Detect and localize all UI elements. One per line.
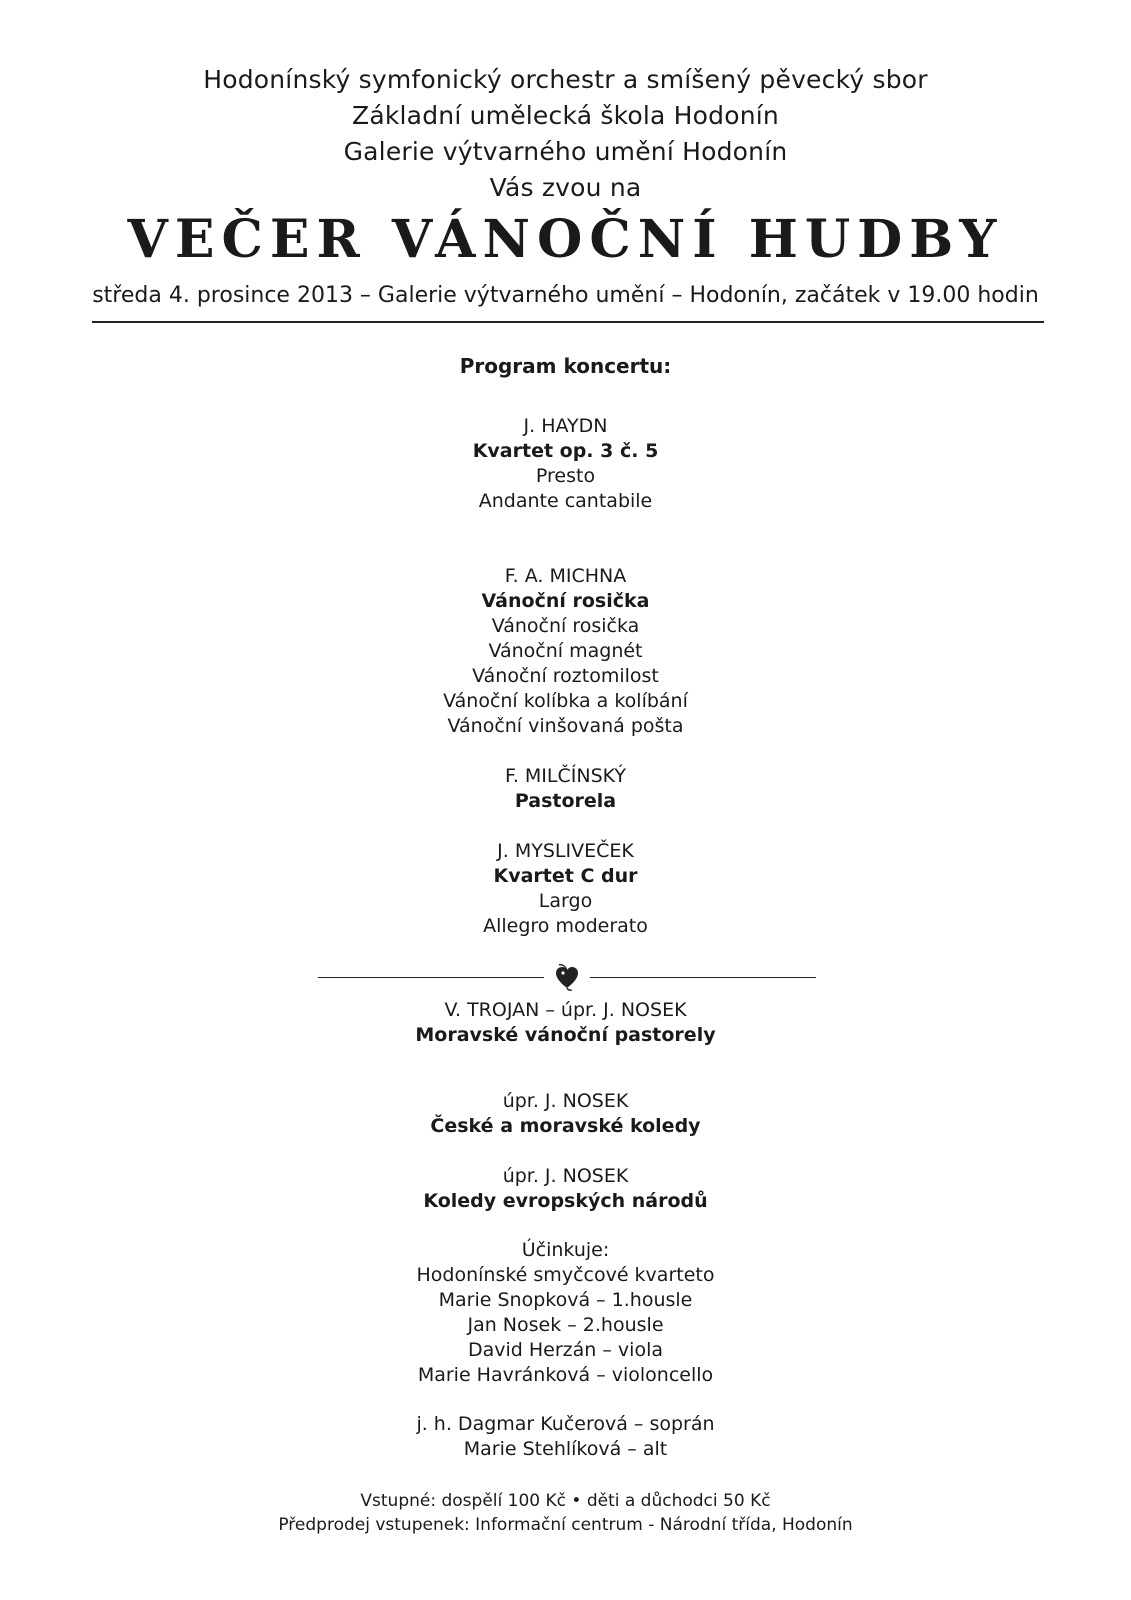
invite-line: Vás zvou na xyxy=(489,173,642,202)
movement-item: Vánoční magnét xyxy=(488,640,643,662)
composer-nosek-1: úpr. J. NOSEK xyxy=(502,1090,629,1112)
composer-milcinsky: F. MILČÍNSKÝ xyxy=(504,765,627,787)
movement-item: Allegro moderato xyxy=(483,915,648,937)
event-title: VEČER VÁNOČNÍ HUDBY xyxy=(127,209,1004,270)
movement-item: Andante cantabile xyxy=(478,490,653,512)
performer-item: Jan Nosek – 2.housle xyxy=(467,1314,664,1336)
guest-performer: j. h. Dagmar Kučerová – soprán xyxy=(416,1413,715,1435)
composer-nosek-2: úpr. J. NOSEK xyxy=(502,1165,629,1187)
performer-item: Marie Snopková – 1.housle xyxy=(438,1289,693,1311)
admission-info: Vstupné: dospělí 100 Kč • děti a důchodci 50 Kč xyxy=(360,1491,771,1511)
intermission-rule-left xyxy=(318,977,544,978)
movement-item: Vánoční kolíbka a kolíbání xyxy=(443,690,688,712)
movement-item: Vánoční rosička xyxy=(491,615,640,637)
intermission-rule-right xyxy=(590,977,816,978)
movement-item: Vánoční vinšovaná pošta xyxy=(447,715,684,737)
date-venue-line: středa 4. prosince 2013 – Galerie výtvarného umění – Hodonín, začátek v 19.00 hodin xyxy=(92,283,1039,308)
organizer-line-3: Galerie výtvarného umění Hodonín xyxy=(343,137,788,166)
work-milcinsky: Pastorela xyxy=(514,790,617,812)
program-heading: Program koncertu: xyxy=(459,354,672,378)
presale-info: Předprodej vstupenek: Informační centrum - Národní třída, Hodonín xyxy=(278,1515,853,1535)
organizer-line-2: Základní umělecká škola Hodonín xyxy=(352,101,779,130)
composer-trojan: V. TROJAN – úpr. J. NOSEK xyxy=(444,999,687,1021)
work-myslivecek: Kvartet C dur xyxy=(493,865,638,887)
work-trojan: Moravské vánoční pastorely xyxy=(415,1024,716,1046)
work-nosek-1: České a moravské koledy xyxy=(430,1115,701,1137)
composer-haydn: J. HAYDN xyxy=(523,415,608,437)
work-haydn: Kvartet op. 3 č. 5 xyxy=(472,440,659,462)
organizer-line-1: Hodonínský symfonický orchestr a smíšený pěvecký sbor xyxy=(203,65,928,94)
composer-michna: F. A. MICHNA xyxy=(504,565,627,587)
movement-item: Presto xyxy=(535,465,596,487)
performer-item: Marie Havránková – violoncello xyxy=(417,1364,714,1386)
work-nosek-2: Koledy evropských národů xyxy=(423,1190,708,1212)
performers-heading: Účinkuje: xyxy=(521,1239,610,1261)
movement-item: Largo xyxy=(538,890,593,912)
header-divider xyxy=(92,321,1044,323)
work-michna: Vánoční rosička xyxy=(481,590,650,612)
heart-flourish-icon xyxy=(553,962,581,992)
guest-performer: Marie Stehlíková – alt xyxy=(463,1438,668,1460)
performer-item: David Herzán – viola xyxy=(468,1339,663,1361)
ensemble-name: Hodonínské smyčcové kvarteto xyxy=(416,1264,715,1286)
composer-myslivecek: J. MYSLIVEČEK xyxy=(497,840,634,862)
movement-item: Vánoční roztomilost xyxy=(472,665,659,687)
